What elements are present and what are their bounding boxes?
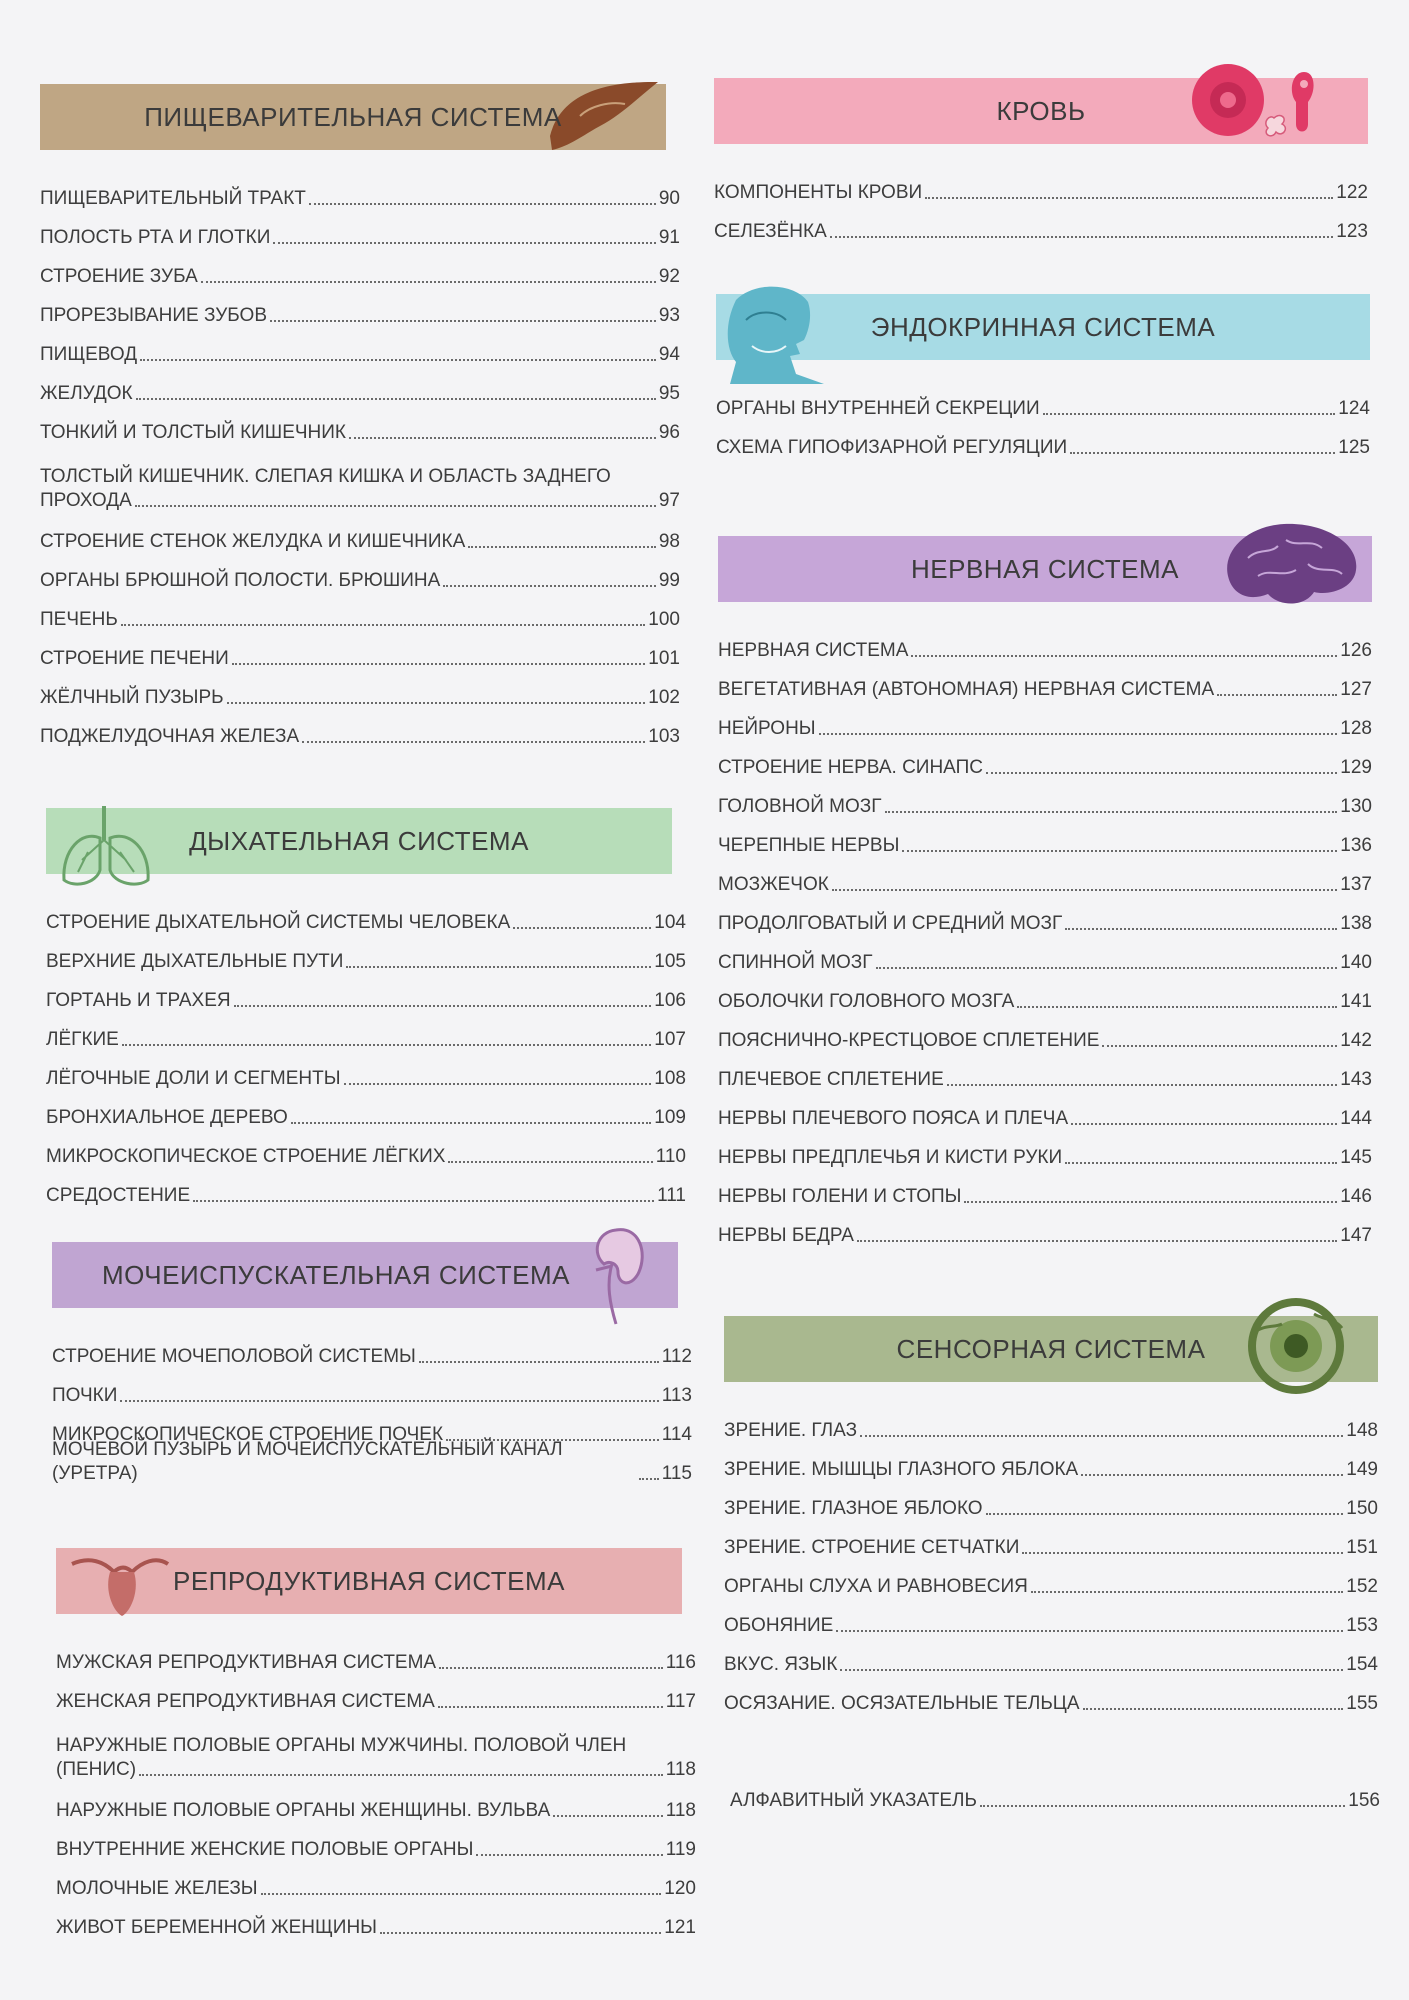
leader-dots	[836, 1630, 1343, 1632]
toc-entry[interactable]: ГОЛОВНОЙ МОЗГ 130	[718, 796, 1372, 817]
toc-entry[interactable]: ПОЧКИ 113	[52, 1385, 692, 1406]
toc-list	[716, 382, 1370, 460]
toc-entry[interactable]: НЕРВЫ ГОЛЕНИ И СТОПЫ 146	[718, 1186, 1372, 1207]
section-title: НЕРВНАЯ СИСТЕМА	[910, 553, 1180, 584]
toc-entry[interactable]: СРЕДОСТЕНИЕ 111	[46, 1185, 686, 1206]
toc-entry[interactable]: ЛЁГОЧНЫЕ ДОЛИ И СЕГМЕНТЫ 108	[46, 1068, 686, 1089]
toc-entry[interactable]: СТРОЕНИЕ МОЧЕПОЛОВОЙ СИСТЕМЫ 112	[52, 1346, 692, 1367]
section-title: КРОВЬ	[996, 95, 1086, 126]
leader-dots	[468, 546, 656, 548]
toc-entry[interactable]: ПРОРЕЗЫВАНИЕ ЗУБОВ 93	[40, 305, 680, 326]
section-digestive	[40, 84, 680, 749]
toc-entry[interactable]: ЖЁЛЧНЫЙ ПУЗЫРЬ 102	[40, 687, 680, 708]
leader-dots	[860, 1435, 1343, 1437]
toc-entry[interactable]: ПЕЧЕНЬ 100	[40, 609, 680, 630]
leader-dots	[139, 1774, 663, 1776]
toc-entry[interactable]: НАРУЖНЫЕ ПОЛОВЫЕ ОРГАНЫ МУЖЧИНЫ. ПОЛОВОЙ ЧЛЕН (ПЕНИС) 118	[56, 1735, 696, 1780]
leader-dots	[911, 655, 1337, 657]
toc-entry[interactable]: ВЕГЕТАТИВНАЯ (АВТОНОМНАЯ) НЕРВНАЯ СИСТЕМА 127	[718, 679, 1372, 700]
toc-entry[interactable]: ПОЛОСТЬ РТА И ГЛОТКИ 91	[40, 227, 680, 248]
toc-entry[interactable]: НЕРВЫ ПЛЕЧЕВОГО ПОЯСА И ПЛЕЧА 144	[718, 1108, 1372, 1129]
leader-dots	[1065, 928, 1337, 930]
toc-entry[interactable]: МОЗЖЕЧОК 137	[718, 874, 1372, 895]
section-title: ЭНДОКРИННАЯ СИСТЕМА	[870, 311, 1216, 342]
toc-entry[interactable]: НЕРВНАЯ СИСТЕМА 126	[718, 640, 1372, 661]
leader-dots	[448, 1161, 652, 1163]
head-profile-icon	[716, 280, 834, 390]
leader-dots	[261, 1893, 662, 1895]
toc-entry[interactable]: НАРУЖНЫЕ ПОЛОВЫЕ ОРГАНЫ ЖЕНЩИНЫ. ВУЛЬВА 118	[56, 1800, 696, 1821]
blood-cells-icon	[1184, 52, 1334, 162]
section-title: МОЧЕИСПУСКАТЕЛЬНАЯ СИСТЕМА	[102, 1259, 570, 1290]
toc-entry[interactable]: ЛЁГКИЕ 107	[46, 1029, 686, 1050]
toc-entry[interactable]: ОБОЛОЧКИ ГОЛОВНОГО МОЗГА 141	[718, 991, 1372, 1012]
leader-dots	[476, 1854, 662, 1856]
toc-entry[interactable]: СХЕМА ГИПОФИЗАРНОЙ РЕГУЛЯЦИИ 125	[716, 437, 1370, 458]
leader-dots	[140, 359, 656, 361]
section-banner	[724, 1316, 1378, 1382]
leader-dots	[122, 1044, 651, 1046]
leader-dots	[1022, 1552, 1343, 1554]
leader-dots	[553, 1815, 662, 1817]
leader-dots	[136, 398, 656, 400]
toc-entry[interactable]: ВЕРХНИЕ ДЫХАТЕЛЬНЫЕ ПУТИ 105	[46, 951, 686, 972]
section-urinary	[52, 1242, 692, 1486]
section-banner	[40, 84, 666, 150]
leader-dots	[986, 772, 1337, 774]
toc-entry[interactable]: НЕЙРОНЫ 128	[718, 718, 1372, 739]
leader-dots	[1071, 1123, 1337, 1125]
toc-entry[interactable]: ВКУС. ЯЗЫК 154	[724, 1654, 1378, 1675]
toc-list	[724, 1404, 1378, 1716]
toc-list	[46, 896, 686, 1208]
kidney-icon	[582, 1224, 652, 1328]
section-banner	[46, 808, 672, 874]
toc-entry[interactable]: МИКРОСКОПИЧЕСКОЕ СТРОЕНИЕ ПОЧЕК 114	[52, 1424, 692, 1445]
uterus-icon	[64, 1552, 174, 1618]
toc-entry[interactable]: СПИННОЙ МОЗГ 140	[718, 952, 1372, 973]
toc-entry[interactable]: ПИЩЕВАРИТЕЛЬНЫЙ ТРАКТ 90	[40, 188, 680, 209]
toc-list	[40, 172, 680, 749]
section-banner	[718, 536, 1372, 602]
leader-dots	[1217, 694, 1337, 696]
toc-entry[interactable]: ТОЛСТЫЙ КИШЕЧНИК. СЛЕПАЯ КИШКА И ОБЛАСТЬ ЗАДНЕГО ПРОХОДА 97	[40, 466, 680, 511]
toc-entry[interactable]: ЖЕНСКАЯ РЕПРОДУКТИВНАЯ СИСТЕМА 117	[56, 1691, 696, 1712]
leader-dots	[346, 966, 651, 968]
leader-dots	[857, 1240, 1337, 1242]
leader-dots	[419, 1361, 659, 1363]
leader-dots	[1102, 1045, 1337, 1047]
toc-entry[interactable]: ОСЯЗАНИЕ. ОСЯЗАТЕЛЬНЫЕ ТЕЛЬЦА 155	[724, 1693, 1378, 1714]
toc-entry[interactable]: ЧЕРЕПНЫЕ НЕРВЫ 136	[718, 835, 1372, 856]
leader-dots	[135, 505, 656, 507]
toc-entry[interactable]: ПОДЖЕЛУДОЧНАЯ ЖЕЛЕЗА 103	[40, 726, 680, 747]
section-banner	[56, 1548, 682, 1614]
toc-list	[52, 1330, 692, 1486]
toc-entry[interactable]: ГОРТАНЬ И ТРАХЕЯ 106	[46, 990, 686, 1011]
toc-entry[interactable]: ПОЯСНИЧНО-КРЕСТЦОВОЕ СПЛЕТЕНИЕ 142	[718, 1030, 1372, 1051]
leader-dots	[840, 1669, 1343, 1671]
toc-entry[interactable]: СЕЛЕЗЁНКА 123	[714, 221, 1368, 242]
toc-entry[interactable]: ОБОНЯНИЕ 153	[724, 1615, 1378, 1636]
leader-dots	[830, 236, 1334, 238]
toc-entry[interactable]: КОМПОНЕНТЫ КРОВИ 122	[714, 182, 1368, 203]
lungs-icon	[52, 800, 162, 892]
toc-entry[interactable]: ОРГАНЫ ВНУТРЕННЕЙ СЕКРЕЦИИ 124	[716, 398, 1370, 419]
leader-dots	[201, 281, 656, 283]
leader-dots	[986, 1513, 1344, 1515]
leader-dots	[291, 1122, 652, 1124]
toc-entry[interactable]: ПИЩЕВОД 94	[40, 344, 680, 365]
leader-dots	[302, 741, 645, 743]
toc-entry[interactable]: МУЖСКАЯ РЕПРОДУКТИВНАЯ СИСТЕМА 116	[56, 1652, 696, 1673]
section-banner	[714, 78, 1368, 144]
leader-dots	[309, 203, 656, 205]
toc-entry[interactable]: МОЧЕВОЙ ПУЗЫРЬ И МОЧЕИСПУСКАТЕЛЬНЫЙ КАНАЛ (УРЕТРА) 115	[52, 1439, 692, 1484]
toc-entry[interactable]: СТРОЕНИЕ НЕРВА. СИНАПС 129	[718, 757, 1372, 778]
leader-dots	[227, 702, 646, 704]
leader-dots	[443, 585, 656, 587]
leader-dots	[1083, 1708, 1344, 1710]
leader-dots	[438, 1706, 663, 1708]
leader-dots	[947, 1084, 1338, 1086]
toc-entry[interactable]: НЕРВЫ БЕДРА 147	[718, 1225, 1372, 1246]
section-banner	[52, 1242, 678, 1308]
leader-dots	[1065, 1162, 1337, 1164]
toc-list	[56, 1636, 696, 1940]
section-index	[730, 1774, 1380, 1813]
toc-list	[714, 166, 1368, 244]
toc-entry[interactable]: ОРГАНЫ БРЮШНОЙ ПОЛОСТИ. БРЮШИНА 99	[40, 570, 680, 591]
toc-list	[718, 624, 1372, 1248]
toc-entry[interactable]: ЖИВОТ БЕРЕМЕННОЙ ЖЕНЩИНЫ 121	[56, 1917, 696, 1938]
section-respiratory	[46, 808, 686, 1208]
leader-dots	[234, 1005, 652, 1007]
leader-dots	[925, 197, 1333, 199]
leader-dots	[885, 811, 1338, 813]
leader-dots	[1070, 452, 1335, 454]
leader-dots	[832, 889, 1337, 891]
section-endocrine	[716, 294, 1370, 460]
section-title: РЕПРОДУКТИВНАЯ СИСТЕМА	[173, 1565, 565, 1596]
leader-dots	[1017, 1006, 1337, 1008]
toc-entry[interactable]: ВНУТРЕННИЕ ЖЕНСКИЕ ПОЛОВЫЕ ОРГАНЫ 119	[56, 1839, 696, 1860]
leader-dots	[513, 927, 651, 929]
toc-entry[interactable]: ПЛЕЧЕВОЕ СПЛЕТЕНИЕ 143	[718, 1069, 1372, 1090]
toc-entry[interactable]: ТОНКИЙ И ТОЛСТЫЙ КИШЕЧНИК 96	[40, 422, 680, 443]
toc-entry[interactable]: ОРГАНЫ СЛУХА И РАВНОВЕСИЯ 152	[724, 1576, 1378, 1597]
toc-entry[interactable]: ЗРЕНИЕ. ГЛАЗНОЕ ЯБЛОКО 150	[724, 1498, 1378, 1519]
section-title: ДЫХАТЕЛЬНАЯ СИСТЕМА	[189, 825, 529, 856]
leader-dots	[980, 1805, 1345, 1807]
toc-entry[interactable]: СТРОЕНИЕ СТЕНОК ЖЕЛУДКА И КИШЕЧНИКА 98	[40, 531, 680, 552]
toc-entry[interactable]: ЗРЕНИЕ. СТРОЕНИЕ СЕТЧАТКИ 151	[724, 1537, 1378, 1558]
section-sensory	[724, 1316, 1378, 1716]
toc-entry[interactable]: ПРОДОЛГОВАТЫЙ И СРЕДНИЙ МОЗГ 138	[718, 913, 1372, 934]
toc-entry[interactable]: НЕРВЫ ПРЕДПЛЕЧЬЯ И КИСТИ РУКИ 145	[718, 1147, 1372, 1168]
leader-dots	[120, 1400, 658, 1402]
leader-dots	[273, 242, 655, 244]
section-nervous	[718, 536, 1372, 1248]
toc-entry[interactable]: ЗРЕНИЕ. МЫШЦЫ ГЛАЗНОГО ЯБЛОКА 149	[724, 1459, 1378, 1480]
leader-dots	[344, 1083, 652, 1085]
leader-dots	[380, 1932, 661, 1934]
toc-entry[interactable]: СТРОЕНИЕ ДЫХАТЕЛЬНОЙ СИСТЕМЫ ЧЕЛОВЕКА 104	[46, 912, 686, 933]
toc-entry[interactable]: МИКРОСКОПИЧЕСКОЕ СТРОЕНИЕ ЛЁГКИХ 110	[46, 1146, 686, 1167]
leader-dots	[1043, 413, 1336, 415]
section-banner	[716, 294, 1370, 360]
leader-dots	[1031, 1591, 1343, 1593]
toc-entry[interactable]: БРОНХИАЛЬНОЕ ДЕРЕВО 109	[46, 1107, 686, 1128]
section-reproductive	[56, 1548, 696, 1940]
leader-dots	[902, 850, 1337, 852]
leader-dots	[439, 1667, 663, 1669]
toc-entry[interactable]: СТРОЕНИЕ ЗУБА 92	[40, 266, 680, 287]
leader-dots	[193, 1200, 654, 1202]
section-title: ПИЩЕВАРИТЕЛЬНАЯ СИСТЕМА	[144, 101, 562, 132]
section-title: СЕНСОРНАЯ СИСТЕМА	[896, 1333, 1206, 1364]
leader-dots	[819, 733, 1338, 735]
leader-dots	[1081, 1474, 1343, 1476]
leader-dots	[639, 1478, 659, 1480]
leader-dots	[270, 320, 656, 322]
leader-dots	[876, 967, 1338, 969]
brain-icon	[1218, 514, 1368, 614]
toc-entry[interactable]: ЗРЕНИЕ. ГЛАЗ 148	[724, 1420, 1378, 1441]
toc-entry-index[interactable]: АЛФАВИТНЫЙ УКАЗАТЕЛЬ 156	[730, 1790, 1380, 1811]
eye-icon	[1244, 1294, 1348, 1398]
toc-entry[interactable]: МОЛОЧНЫЕ ЖЕЛЕЗЫ 120	[56, 1878, 696, 1899]
toc-entry[interactable]: СТРОЕНИЕ ПЕЧЕНИ 101	[40, 648, 680, 669]
leader-dots	[121, 624, 645, 626]
leader-dots	[232, 663, 646, 665]
leader-dots	[349, 437, 656, 439]
toc-entry[interactable]: ЖЕЛУДОК 95	[40, 383, 680, 404]
leader-dots	[964, 1201, 1337, 1203]
section-blood	[714, 78, 1368, 244]
